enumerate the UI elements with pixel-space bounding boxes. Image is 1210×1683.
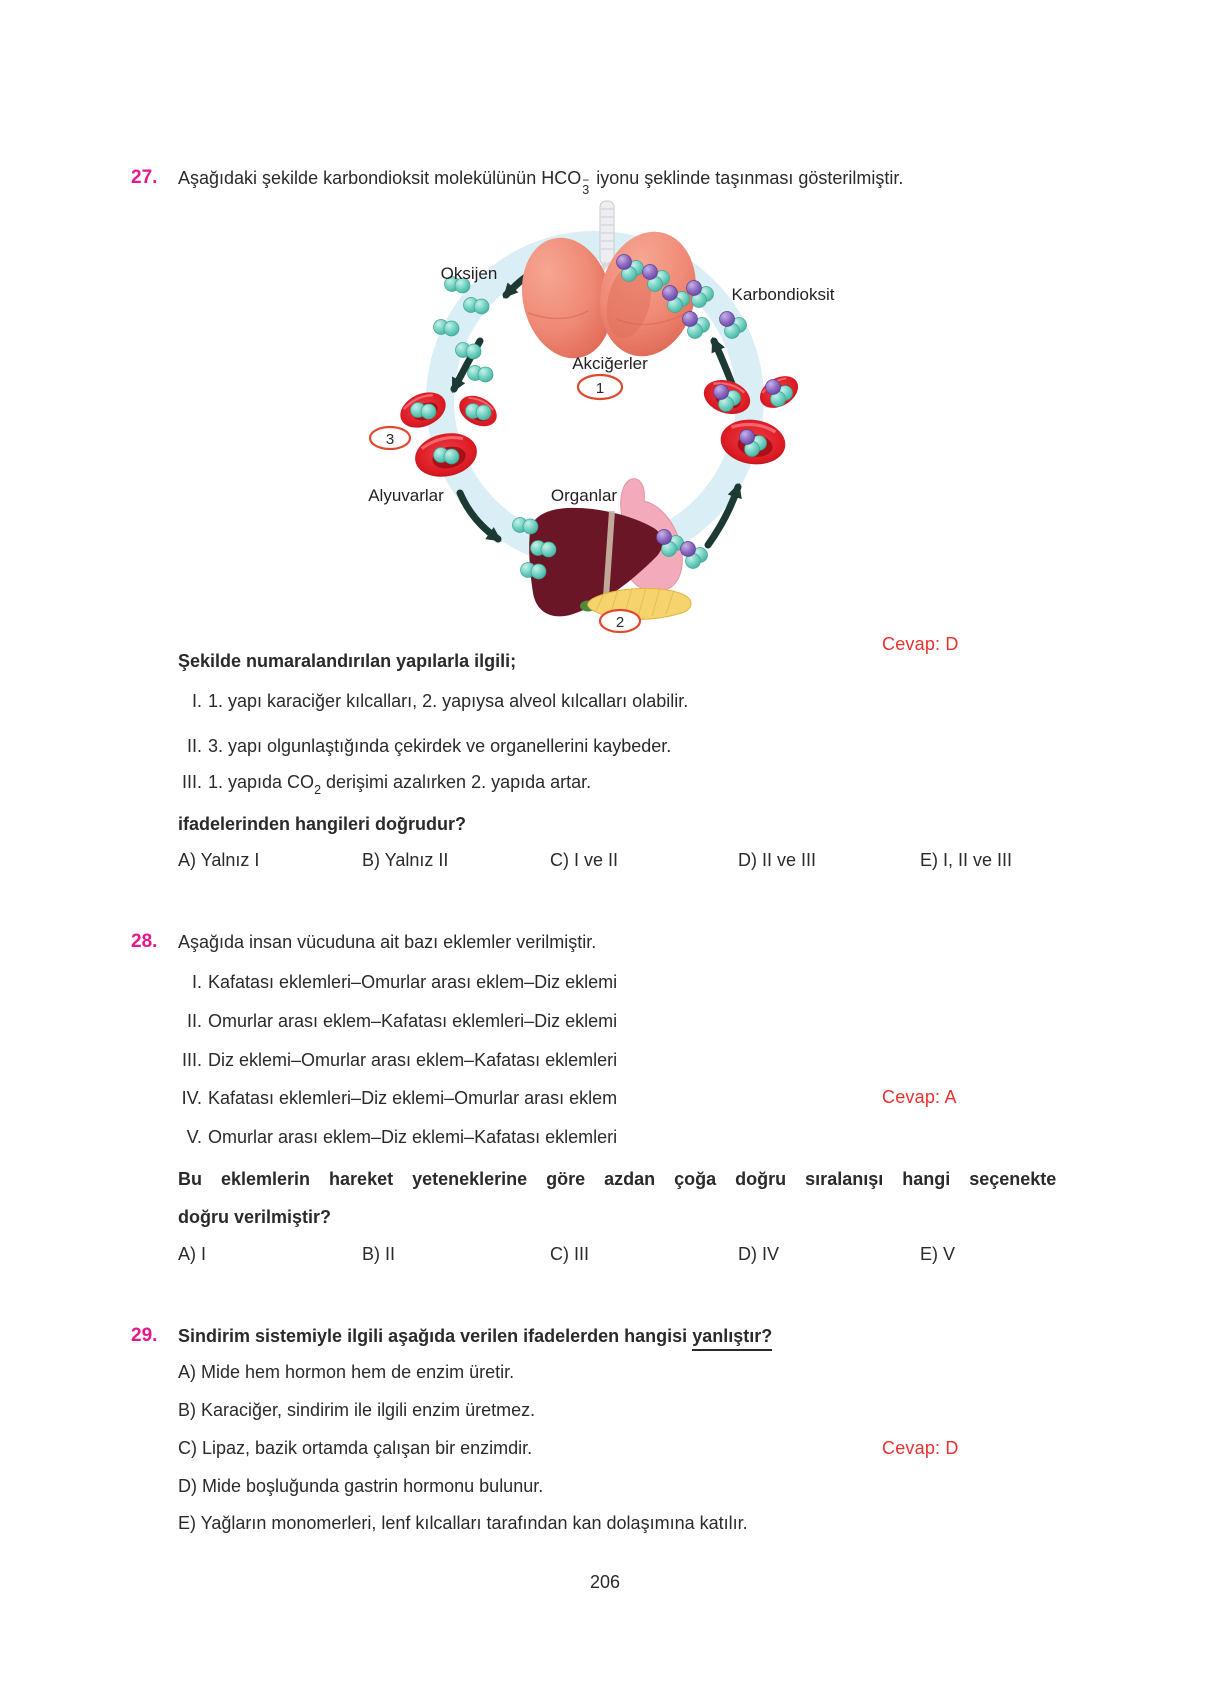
q29-number: 29.: [131, 1325, 158, 1346]
q27-item-1: [150, 690, 688, 713]
q27-item-2: [150, 735, 671, 758]
roman-numeral: III.: [181, 1050, 202, 1070]
q29-stem-before: Sindirim sistemiyle ilgili aşağıda verilen ifadelerden hangisi: [178, 1326, 693, 1346]
q28-number: 28.: [131, 931, 158, 952]
co2-molecule-icon: [681, 542, 708, 569]
item-text: 1. yapıda $CO_2$ derişimi azalırken 2. yapıda artar.: [208, 772, 592, 797]
oxygen-molecule-icon: [468, 366, 494, 383]
q28-item-2: [150, 1010, 617, 1033]
q27-lead: Şekilde numaralandırılan yapılarla ilgili;: [178, 651, 517, 671]
q27-stem-before: Aşağıdaki şekilde karbondioksit molekülünün HCO: [178, 168, 582, 188]
q29-stem: [178, 1325, 772, 1348]
oxygen-molecule-icon: [411, 403, 437, 420]
q28-option-a: A) I: [178, 1244, 207, 1264]
step-3-number: 3: [385, 431, 395, 448]
hco3-superscript: −: [582, 173, 590, 187]
co2-molecule-icon: [683, 312, 710, 339]
roman-numeral: I.: [191, 972, 202, 992]
roman-numeral: III.: [181, 772, 202, 792]
q27-option-b: B) Yalnız II: [362, 850, 449, 870]
q28-answer-label: Cevap: A: [882, 1087, 957, 1107]
q29-option-e: E) Yağların monomerleri, lenf kılcalları tarafından kan dolaşımına katılır.: [178, 1513, 748, 1533]
item-text: Kafatası eklemleri–Omurlar arası eklem–Diz eklemi: [208, 972, 618, 992]
step-1-number: 1: [595, 380, 605, 397]
organs-label: Organlar: [550, 486, 618, 505]
q28-item-5: [150, 1126, 617, 1149]
q27-option-a: A) Yalnız I: [178, 850, 260, 870]
co2-label: Karbondioksit: [731, 285, 835, 304]
q28-option-c: C) III: [550, 1244, 589, 1264]
roman-numeral: IV.: [181, 1088, 202, 1108]
oxygen-molecule-icon: [434, 320, 460, 337]
q28-option-e: E) V: [920, 1244, 956, 1264]
oxygen-molecule-icon: [513, 518, 539, 535]
q28-option-d: D) IV: [738, 1244, 780, 1264]
oxygen-molecule-icon: [466, 404, 492, 421]
q28-stem: Aşağıda insan vücuduna ait bazı eklemler verilmiştir.: [178, 932, 597, 952]
q28-item-4: [150, 1087, 617, 1110]
item-text: Kafatası eklemleri–Diz eklemi–Omurlar arası eklem: [208, 1088, 618, 1108]
q27-option-e: E) I, II ve III: [920, 850, 1013, 870]
q27-answer-label: Cevap: D: [882, 634, 959, 654]
oxygen-molecule-icon: [464, 298, 490, 315]
oxygen-molecule-icon: [434, 448, 460, 465]
roman-numeral: II.: [186, 1011, 202, 1031]
step-3-badge: [370, 427, 410, 449]
roman-numeral: I.: [191, 691, 202, 711]
item-text: Omurlar arası eklem–Diz eklemi–Kafatası eklemleri: [208, 1127, 618, 1147]
q29-answer-label: Cevap: D: [882, 1438, 959, 1458]
hco3-formula: [582, 173, 590, 197]
q27-option-c: C) I ve II: [550, 850, 619, 870]
co2-subscript: 2: [314, 783, 322, 797]
item-text: Omurlar arası eklem–Kafatası eklemleri–Diz eklemi: [208, 1011, 618, 1031]
step-2-number: 2: [615, 614, 625, 631]
lungs-label: Akciğerler: [572, 354, 648, 373]
q27-stem-after: iyonu şeklinde taşınması gösterilmiştir.: [591, 168, 904, 188]
step-1-badge: [578, 375, 622, 399]
q29-underlined-word: yanlıştır?: [692, 1326, 772, 1351]
q27-option-d: D) II ve III: [738, 850, 817, 870]
rbc-label: Alyuvarlar: [368, 486, 444, 505]
oxygen-molecule-icon: [456, 343, 482, 360]
q27-number: 27.: [131, 167, 158, 188]
q29-option-b: B) Karaciğer, sindirim ile ilgili enzim üretmez.: [178, 1400, 536, 1420]
step-2-badge: [600, 610, 640, 632]
q27-question: ifadelerinden hangileri doğrudur?: [178, 814, 467, 834]
q28-item-3: [150, 1049, 617, 1072]
q29-option-c: C) Lipaz, bazik ortamda çalışan bir enzimdir.: [178, 1438, 533, 1458]
item-text: 3. yapı olgunlaştığında çekirdek ve organellerini kaybeder.: [208, 736, 672, 756]
oxygen-molecule-icon: [521, 563, 547, 580]
q28-question-line1: Bu eklemlerin hareket yeteneklerine göre azdan çoğa doğru sıralanışı hangi seçenekte: [178, 1169, 1057, 1189]
item-text: 1. yapı karaciğer kılcalları, 2. yapıysa alveol kılcalları olabilir.: [208, 691, 689, 711]
q27-item-3: [150, 771, 591, 802]
roman-numeral: II.: [186, 736, 202, 756]
item-text: Diz eklemi–Omurlar arası eklem–Kafatası eklemleri: [208, 1050, 618, 1070]
q28-item-1: [150, 971, 617, 994]
lungs-icon: [510, 201, 708, 367]
q29-option-a: A) Mide hem hormon hem de enzim üretir.: [178, 1362, 515, 1382]
oxygen-label: Oksijen: [440, 264, 498, 283]
q27-stem: [178, 167, 903, 196]
page-number: 206: [589, 1572, 621, 1592]
q28-option-b: B) II: [362, 1244, 396, 1264]
hco3-subscript: 3: [582, 183, 590, 197]
oxygen-molecule-icon: [531, 541, 557, 558]
q28-question-line2: doğru verilmiştir?: [178, 1207, 332, 1227]
q29-option-d: D) Mide boşluğunda gastrin hormonu bulunur.: [178, 1476, 544, 1496]
circulation-diagram: [330, 195, 860, 640]
roman-numeral: V.: [186, 1127, 202, 1147]
